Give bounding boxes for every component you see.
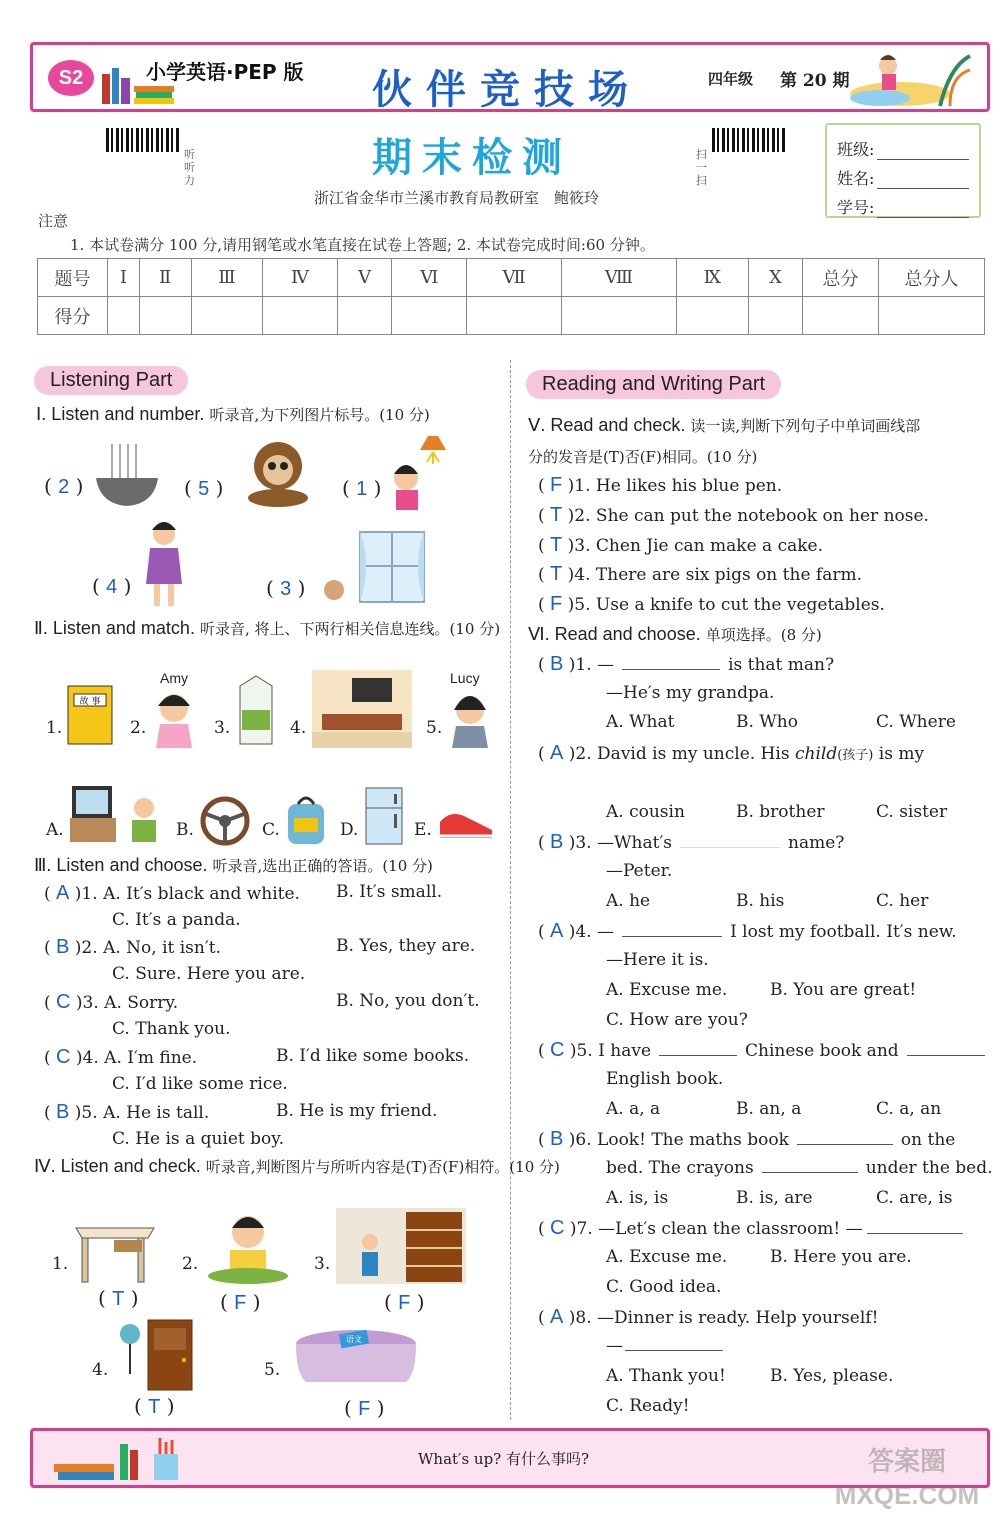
score-header-cell: 总分 [803, 259, 879, 297]
library-room-icon [336, 1208, 466, 1284]
score-cell[interactable] [191, 297, 263, 335]
section-1-note: 听录音,为下列图片标号。(10 分) [209, 406, 430, 424]
steering-wheel-icon [200, 796, 250, 846]
desk-icon [72, 1214, 158, 1284]
s6-answer: A [550, 742, 564, 764]
s6-q4-option-b: B. You are great! [770, 980, 917, 1000]
listen-label: 听听力 [184, 148, 195, 187]
s6-q1-option-c: C. Where [876, 712, 956, 732]
s1-answer-value: 5 [198, 478, 210, 500]
s3-question-number: )3. [75, 993, 99, 1013]
s6-question-8: ( A )8. —Dinner is ready. Help yourself! [538, 1306, 879, 1328]
fan-and-door-icon [112, 1316, 196, 1392]
s5-answer: F [550, 593, 563, 615]
score-row-label: 得分 [38, 297, 108, 335]
qr-code-listening-row2 [106, 136, 180, 152]
score-cell[interactable] [562, 297, 677, 335]
s4-answer-4: ( T ) [134, 1394, 175, 1418]
s6-q2-child-word: child [794, 744, 838, 764]
s3-option-c-2: C. Sure. Here you are. [112, 964, 306, 984]
score-header-cell: Ⅸ [676, 259, 748, 297]
student-info-box [825, 123, 981, 218]
s2-bottom-d: D. [340, 820, 359, 840]
score-cell[interactable] [467, 297, 562, 335]
score-header-cell: Ⅲ [191, 259, 263, 297]
s4-answer-value: F [358, 1398, 371, 1420]
s2-bottom-b: B. [176, 820, 194, 840]
s4-num-5: 5. [264, 1360, 281, 1380]
s6-answer: A [550, 1306, 564, 1328]
s6-q8-option-b: B. Yes, please. [770, 1366, 894, 1386]
round-table-icon [286, 1326, 426, 1390]
score-cell[interactable] [139, 297, 191, 335]
s4-answer-3: ( F ) [384, 1290, 425, 1314]
s6-question-text: )1. — [568, 655, 615, 675]
section-1-title: Ⅰ. Listen and number. [36, 404, 205, 424]
s6-answer: A [550, 920, 564, 942]
s3-option-a: A. I′m fine. [104, 1048, 198, 1068]
section-2-note: 听录音, 将上、下两行相关信息连线。(10 分) [199, 620, 501, 638]
s3-question-number: )4. [75, 1048, 99, 1068]
watermark: 答案圈 MXQE.COM [834, 1446, 980, 1510]
s1-answer-4: ( 4 ) [92, 574, 132, 598]
monkey-icon [232, 436, 324, 508]
s3-question-number: )2. [74, 938, 98, 958]
footer-books-icon [50, 1434, 200, 1484]
s6-q3-reply: —Peter. [606, 861, 673, 881]
s3-option-a: A. Sorry. [104, 993, 179, 1013]
score-header-cell: 总分人 [879, 259, 985, 297]
s6-q3-option-b: B. his [736, 891, 785, 911]
s3-answer: B [56, 1101, 70, 1123]
section-6-title: Ⅵ. Read and choose. [528, 624, 701, 644]
s4-num-3: 3. [314, 1254, 331, 1274]
name-field[interactable] [877, 175, 969, 189]
s6-question-6: ( B )6. Look! The maths book on the [538, 1128, 956, 1150]
s3-question-5: ( B )5. A. He is tall. [44, 1101, 210, 1123]
s6-blank[interactable] [762, 1172, 858, 1173]
footer-text: What′s up? 有什么事吗? [418, 1450, 590, 1468]
story-book-text: 故 事 [79, 697, 101, 707]
score-header-cell: Ⅰ [108, 259, 140, 297]
s1-answer-2: ( 5 ) [184, 476, 224, 500]
section-3-title: Ⅲ. Listen and choose. [34, 855, 208, 875]
s6-q2-option-a: A. cousin [606, 802, 685, 822]
section-6-note: 单项选择。(8 分) [705, 626, 822, 644]
s5-sentence: )5. Use a knife to cut the vegetables. [567, 595, 885, 615]
s5-answer: F [550, 474, 563, 496]
score-header-cell: Ⅵ [392, 259, 467, 297]
s6-question-text: under the bed. [865, 1158, 993, 1178]
s6-q1-option-a: A. What [606, 712, 675, 732]
s6-blank[interactable] [867, 1233, 963, 1234]
s4-answer-value: F [398, 1292, 411, 1314]
s3-question-number: )1. [74, 884, 98, 904]
s6-q5-option-b: B. an, a [736, 1099, 802, 1119]
s4-answer-5: ( F ) [344, 1396, 385, 1420]
s6-question-1: ( B )1. — is that man? [538, 653, 835, 675]
score-header-cell: Ⅳ [263, 259, 337, 297]
s4-answer-1: ( T ) [98, 1286, 139, 1310]
s6-q7-option-a: A. Excuse me. [606, 1247, 728, 1267]
score-header-cell: 题号 [38, 259, 108, 297]
s6-blank[interactable] [797, 1144, 893, 1145]
issue-number: 第 20 期 [780, 71, 850, 91]
s3-question-4: ( C )4. A. I′m fine. [44, 1046, 198, 1068]
s6-blank[interactable] [907, 1055, 985, 1056]
issue-badge: S2 [48, 60, 94, 96]
score-cell[interactable] [392, 297, 467, 335]
s3-answer: A [56, 882, 70, 904]
section-4-heading [34, 1156, 676, 1177]
s6-question-text: I lost my football. It′s new. [730, 922, 957, 942]
s2-top-2: 2. [130, 718, 147, 738]
s6-q8-reply [606, 1336, 723, 1356]
grade-label: 四年级 [708, 70, 754, 88]
girl-with-lamp-icon [384, 432, 468, 514]
s6-question-text: on the [900, 1130, 956, 1150]
paper-title: 伙伴竞技场 [372, 67, 642, 113]
s6-q3-option-c: C. her [876, 891, 929, 911]
s4-answer-2: ( F ) [220, 1290, 261, 1314]
red-shoe-icon [436, 808, 496, 842]
s6-q4-option-a: A. Excuse me. [606, 980, 728, 1000]
score-header-cell: Ⅷ [562, 259, 677, 297]
s6-q6-option-b: B. is, are [736, 1188, 813, 1208]
s3-option-c-4: C. I′d like some rice. [112, 1074, 288, 1094]
score-cell[interactable] [263, 297, 337, 335]
score-cell[interactable] [748, 297, 802, 335]
s6-q2-child-note: (孩子) [837, 748, 874, 763]
number-field[interactable] [877, 204, 969, 218]
s4-num-2: 2. [182, 1254, 199, 1274]
s6-q1-option-b: B. Who [736, 712, 798, 732]
s6-q3-option-a: A. he [606, 891, 651, 911]
chinese-book-text: 语文 [346, 1335, 362, 1344]
s6-question-text: name? [788, 833, 845, 853]
s1-answer-value: 2 [58, 476, 70, 498]
s6-q2-option-b: B. brother [736, 802, 825, 822]
s1-answer-value: 1 [356, 478, 368, 500]
section-3-heading [34, 855, 433, 876]
s2-bottom-e: E. [414, 820, 432, 840]
s6-blank[interactable] [625, 1350, 723, 1351]
s3-answer: C [56, 1046, 71, 1068]
s6-blank[interactable] [680, 847, 780, 848]
section-3-note: 听录音,选出正确的答语。(10 分) [212, 857, 433, 875]
s6-blank[interactable] [622, 936, 722, 937]
s2-bottom-c: C. [262, 820, 280, 840]
s6-q6-line-2 [606, 1158, 993, 1178]
s3-option-c-1: C. It′s a panda. [112, 910, 241, 930]
section-5-note-2: 分的发音是(T)否(F)相同。(10 分) [528, 448, 758, 466]
score-table-header-row [38, 259, 985, 297]
section-2-title: Ⅱ. Listen and match. [34, 618, 195, 638]
s3-option-b-2: B. Yes, they are. [336, 936, 476, 956]
score-table [37, 258, 985, 335]
class-label: 班级: [837, 140, 875, 159]
s6-question-text: Chinese book and [745, 1041, 899, 1061]
s3-option-c-5: C. He is a quiet boy. [112, 1129, 285, 1149]
s6-q2-blank[interactable] [606, 786, 726, 787]
subject-label: 小学英语·PEP 版 [146, 60, 304, 84]
s2-top-1: 1. [46, 718, 63, 738]
score-cell[interactable] [337, 297, 392, 335]
s6-answer: B [550, 831, 564, 853]
exam-title: 期末检测 [372, 135, 572, 181]
s3-question-2: ( B )2. A. No, it isn′t. [44, 936, 221, 958]
s6-q4-option-c: C. How are you? [606, 1010, 748, 1030]
girl-on-cloud-icon [840, 46, 985, 110]
s6-question-text: is my [878, 744, 925, 764]
scan-label: 扫一扫 [696, 148, 707, 187]
s6-q2-option-c: C. sister [876, 802, 948, 822]
s4-answer-value: T [112, 1288, 125, 1310]
s5-item-5: ( F )5. Use a knife to cut the vegetables. [538, 593, 885, 615]
living-room-icon [312, 670, 412, 748]
s6-answer: C [550, 1217, 565, 1239]
s6-q5-line-2: English book. [606, 1069, 724, 1089]
score-cell[interactable] [803, 297, 879, 335]
s6-q7-option-c: C. Good idea. [606, 1277, 722, 1297]
s6-question-text: )8. —Dinner is ready. Help yourself! [568, 1308, 879, 1328]
s6-q5-option-a: A. a, a [606, 1099, 661, 1119]
s5-item-3: ( T )3. Chen Jie can make a cake. [538, 534, 824, 556]
s5-sentence: )4. There are six pigs on the farm. [567, 565, 862, 585]
s6-answer: B [550, 1128, 564, 1150]
tv-and-boy-icon [68, 782, 164, 846]
s2-top-5: 5. [426, 718, 443, 738]
s5-sentence: )3. Chen Jie can make a cake. [567, 536, 824, 556]
s6-question-text: )6. Look! The maths book [568, 1130, 789, 1150]
s6-q1-reply: —He′s my grandpa. [606, 683, 775, 703]
s3-answer: B [56, 936, 70, 958]
milk-carton-icon [234, 672, 278, 748]
s6-answer: B [550, 653, 564, 675]
s5-item-2: ( T )2. She can put the notebook on her nose. [538, 504, 929, 526]
fridge-icon [362, 786, 406, 846]
s6-question-text: )5. I have [569, 1041, 652, 1061]
s3-question-3: ( C )3. A. Sorry. [44, 991, 179, 1013]
score-header-cell: Ⅶ [467, 259, 562, 297]
s2-bottom-a: A. [46, 820, 64, 840]
score-cell[interactable] [676, 297, 748, 335]
s1-answer-3: ( 1 ) [342, 476, 382, 500]
s4-answer-value: T [148, 1396, 161, 1418]
s6-question-7: ( C )7. —Let′s clean the classroom! — [538, 1217, 963, 1240]
s3-option-a: A. It′s black and white. [103, 884, 300, 904]
s5-item-4: ( T )4. There are six pigs on the farm. [538, 563, 862, 585]
listening-part-title: Listening Part [34, 366, 188, 395]
s6-q7-option-b: B. Here you are. [770, 1247, 912, 1267]
name-label: 姓名: [837, 169, 875, 188]
s6-question-4: ( A )4. — I lost my football. It′s new. [538, 920, 957, 942]
s3-option-a: A. He is tall. [103, 1103, 210, 1123]
number-label: 学号: [837, 198, 875, 217]
author-line: 浙江省金华市兰溪市教育局教研室 鲍筱玲 [314, 189, 600, 207]
s1-answer-1: ( 2 ) [44, 474, 84, 498]
s6-question-2: ( A )2. David is my uncle. His child(孩子) is my [538, 742, 925, 764]
s4-num-4: 4. [92, 1360, 109, 1380]
class-field[interactable] [877, 146, 969, 160]
score-header-cell: Ⅱ [139, 259, 191, 297]
s5-sentence: )1. He likes his blue pen. [567, 476, 783, 496]
reading-part-title: Reading and Writing Part [526, 370, 781, 399]
s6-question-text: )2. David is my uncle. His [568, 744, 790, 764]
s6-q8-option-a: A. Thank you! [606, 1366, 726, 1386]
s6-question-text: — [606, 1336, 623, 1356]
s5-answer: T [550, 534, 563, 556]
s6-question-5: ( C )5. I have Chinese book and [538, 1039, 985, 1062]
s4-num-1: 1. [52, 1254, 69, 1274]
amy-label: Amy [160, 670, 188, 686]
girl-waving-icon [138, 516, 190, 612]
s3-answer: C [56, 991, 71, 1013]
s6-q6-option-c: C. are, is [876, 1188, 953, 1208]
section-4-title: Ⅳ. Listen and check. [34, 1156, 201, 1176]
score-header-cell: Ⅹ [748, 259, 802, 297]
lucy-label: Lucy [450, 670, 480, 686]
s3-option-b-4: B. I′d like some books. [276, 1046, 470, 1066]
story-book-icon [66, 684, 114, 746]
section-4-note: 听录音,判断图片与所听内容是(T)否(F)相符。(10 分) [205, 1158, 560, 1176]
s2-top-3: 3. [214, 718, 231, 738]
s6-question-text: )7. —Let′s clean the classroom! — [569, 1219, 863, 1239]
s6-answer: C [550, 1039, 565, 1061]
cat-window-icon [318, 530, 428, 610]
s6-blank[interactable] [622, 669, 720, 670]
section-5-title: Ⅴ. Read and check. [528, 415, 686, 435]
section-6-heading [528, 624, 822, 645]
s6-q6-option-a: A. is, is [606, 1188, 669, 1208]
s1-answer-value: 3 [280, 578, 292, 600]
qr-code-scan-row2 [712, 136, 786, 152]
score-cell[interactable] [879, 297, 985, 335]
score-table-score-row [38, 297, 985, 335]
section-5-heading [528, 415, 920, 436]
s6-q5-option-c: C. a, an [876, 1099, 942, 1119]
s6-question-text: is that man? [728, 655, 835, 675]
s6-question-text: )4. — [568, 922, 615, 942]
s5-item-1: ( F )1. He likes his blue pen. [538, 474, 783, 496]
notice-label: 注意 [38, 212, 69, 230]
lucy-girl-icon [446, 688, 494, 748]
s6-q8-option-c: C. Ready! [606, 1396, 690, 1416]
amy-girl-icon [150, 688, 198, 748]
section-5-note-1: 读一读,判断下列句子中单词画线部 [690, 417, 921, 435]
s6-blank[interactable] [659, 1055, 737, 1056]
s3-question-1: ( A )1. A. It′s black and white. [44, 882, 300, 904]
s6-question-3: ( B )3. —What′s name? [538, 831, 845, 853]
s5-sentence: )2. She can put the notebook on her nose. [567, 506, 929, 526]
s4-answer-value: F [234, 1292, 247, 1314]
s3-option-b-5: B. He is my friend. [276, 1101, 438, 1121]
s6-question-text: )3. —What′s [568, 833, 673, 853]
noodles-bowl-icon [92, 440, 162, 510]
s5-answer: T [550, 504, 563, 526]
s3-question-number: )5. [74, 1103, 98, 1123]
s3-option-a: A. No, it isn′t. [103, 938, 221, 958]
s6-question-text: bed. The crayons [606, 1158, 754, 1178]
s3-option-c-3: C. Thank you. [112, 1019, 231, 1039]
s5-answer: T [550, 563, 563, 585]
boy-eating-icon [204, 1208, 290, 1284]
s3-option-b-1: B. It′s small. [336, 882, 443, 902]
s3-option-b-3: B. No, you don′t. [336, 991, 480, 1011]
score-header-cell: Ⅴ [337, 259, 392, 297]
s1-answer-5: ( 3 ) [266, 576, 306, 600]
s2-top-4: 4. [290, 718, 307, 738]
s6-q4-reply: —Here it is. [606, 950, 709, 970]
notice-text: 1. 本试卷满分 100 分,请用钢笔或水笔直接在试卷上答题; 2. 本试卷完成时间:60 分钟。 [70, 236, 655, 254]
schoolbag-icon [284, 794, 328, 846]
column-divider [510, 360, 511, 1420]
section-1-heading [36, 404, 430, 425]
s1-answer-value: 4 [106, 576, 118, 598]
score-cell[interactable] [108, 297, 140, 335]
